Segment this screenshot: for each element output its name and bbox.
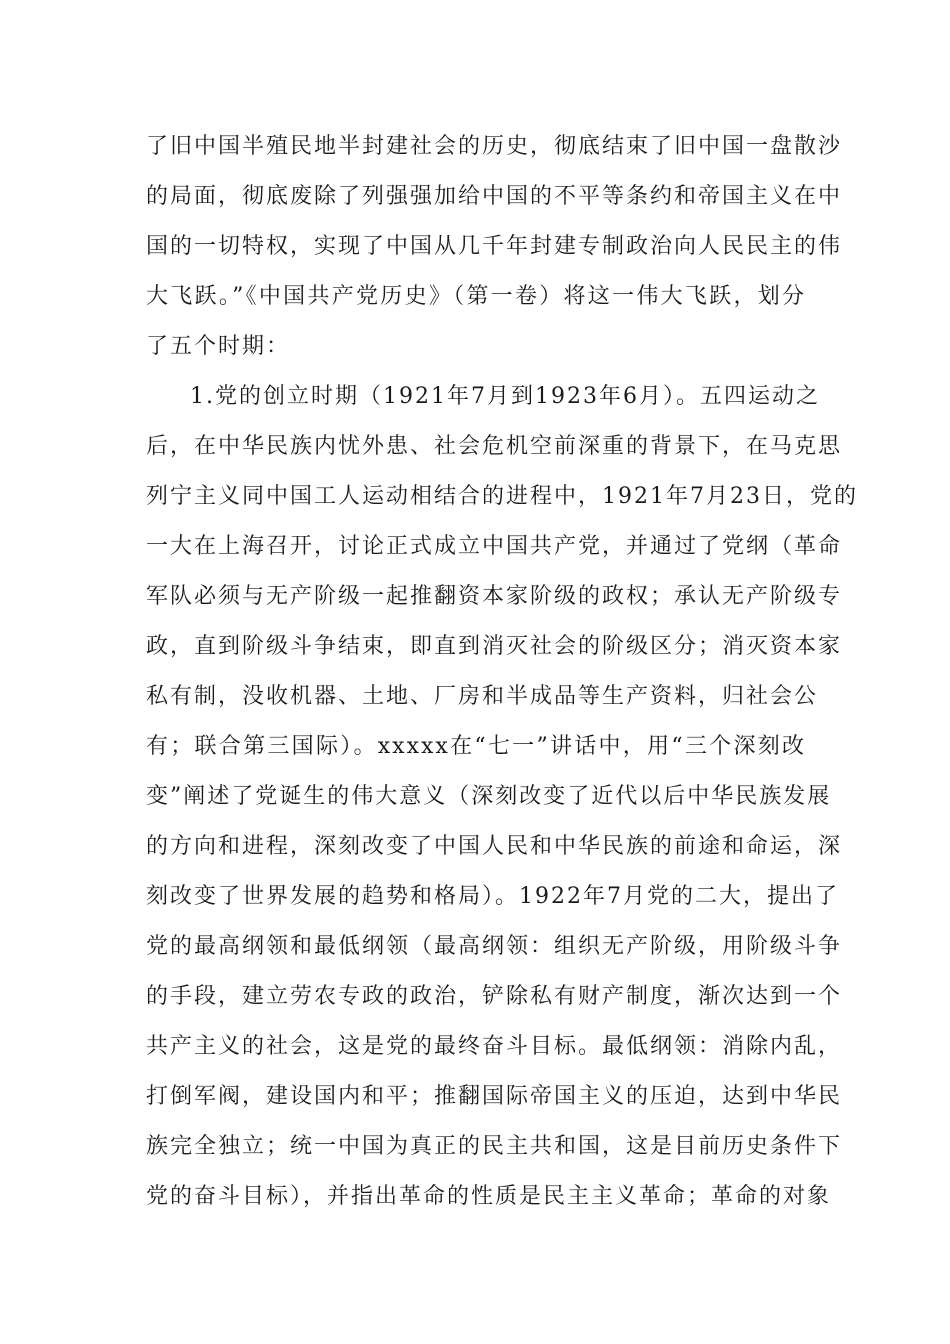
text-line: 一大在上海召开，讨论正式成立中国共产党，并通过了党纲（革命	[146, 534, 843, 559]
text-line: 私有制，没收机器、土地、厂房和半成品等生产资料，归社会公	[146, 684, 819, 709]
text-line: 共产主义的社会，这是党的最终奋斗目标。最低纲领：消除内乱，	[146, 1034, 843, 1059]
text-line: 打倒军阀，建设国内和平；推翻国际帝国主义的压迫，达到中华民	[146, 1084, 843, 1109]
text-line: 党的最高纲领和最低纲领（最高纲领：组织无产阶级，用阶级斗争	[146, 934, 843, 959]
text-line: 了旧中国半殖民地半封建社会的历史，彻底结束了旧中国一盘散沙	[146, 134, 843, 159]
text-line: 有；联合第三国际）。xxxxx在“七一”讲话中，用“三个深刻改	[146, 734, 806, 759]
text-line: 的手段，建立劳农专政的政治，铲除私有财产制度，渐次达到一个	[146, 984, 843, 1009]
text-line: 后，在中华民族内忧外患、社会危机空前深重的背景下，在马克思	[146, 434, 843, 459]
text-line: 1.党的创立时期（1921年7月到1923年6月）。五四运动之	[190, 384, 820, 409]
text-line: 的方向和进程，深刻改变了中国人民和中华民族的前途和命运，深	[146, 834, 843, 859]
text-line: 国的一切特权，实现了中国从几千年封建专制政治向人民民主的伟	[146, 234, 843, 259]
text-line: 了五个时期：	[146, 334, 291, 359]
text-line: 政，直到阶级斗争结束，即直到消灭社会的阶级区分；消灭资本家	[146, 634, 843, 659]
text-line: 党的奋斗目标），并指出革命的性质是民主主义革命；革命的对象	[146, 1184, 832, 1209]
text-line: 变”阐述了党诞生的伟大意义（深刻改变了近代以后中华民族发展	[146, 784, 832, 809]
body-text	[146, 122, 858, 1222]
text-line: 列宁主义同中国工人运动相结合的进程中，1921年7月23日，党的	[146, 484, 858, 509]
text-line: 大飞跃。”《中国共产党历史》（第一卷）将这一伟大飞跃，划分	[146, 284, 806, 309]
text-line: 军队必须与无产阶级一起推翻资本家阶级的政权；承认无产阶级专	[146, 584, 843, 609]
text-line: 的局面，彻底废除了列强强加给中国的不平等条约和帝国主义在中	[146, 184, 843, 209]
text-line: 刻改变了世界发展的趋势和格局）。1922年7月党的二大，提出了	[146, 884, 839, 909]
text-line: 族完全独立；统一中国为真正的民主共和国，这是目前历史条件下	[146, 1134, 843, 1159]
